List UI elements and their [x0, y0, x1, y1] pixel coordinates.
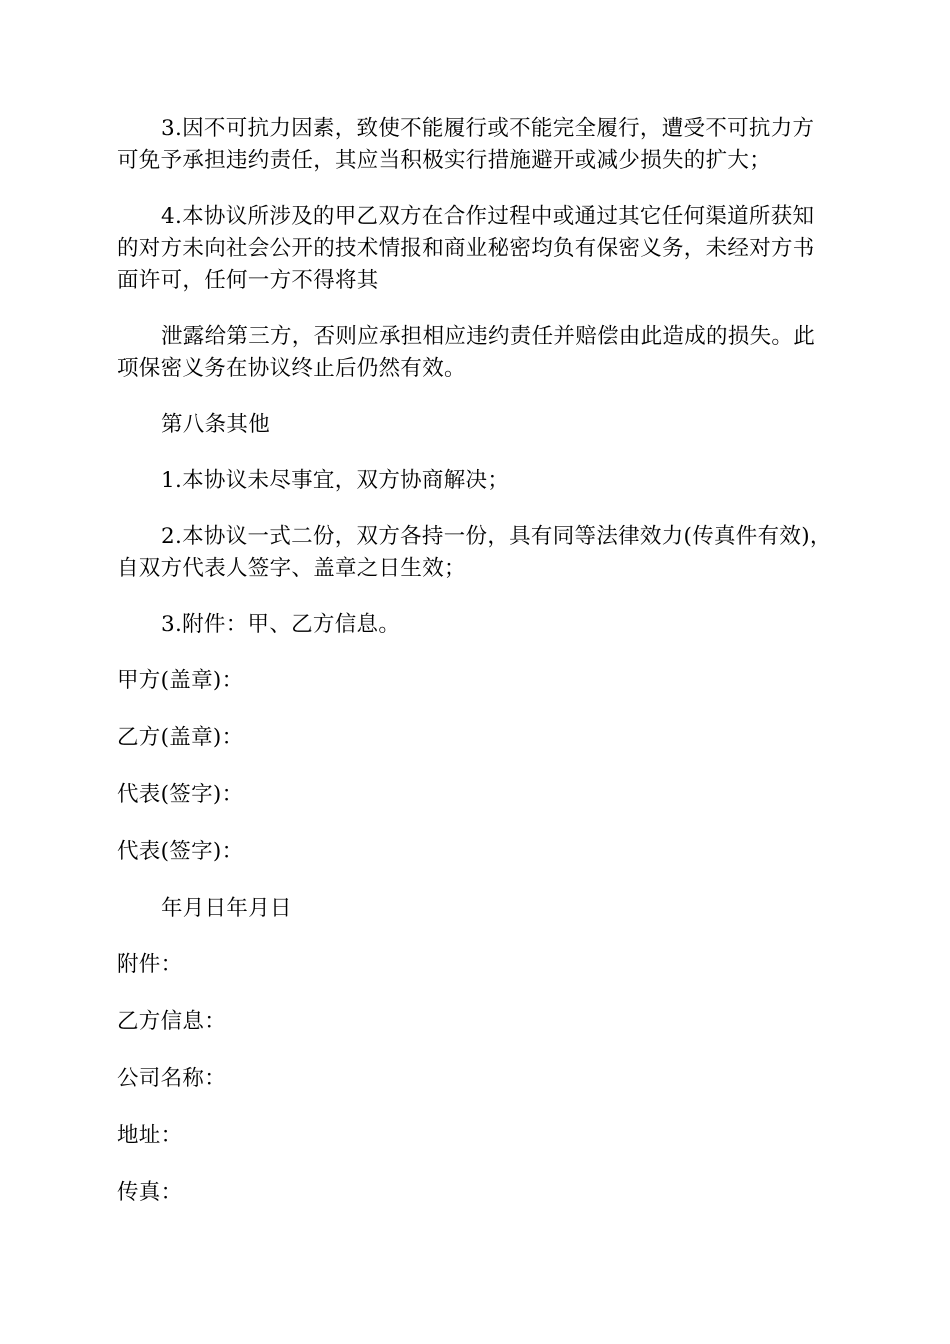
- clause-confidentiality-continued: 泄露给第三方，否则应承担相应违约责任并赔偿由此造成的损失。此项保密义务在协议终止后仍然有效。: [117, 324, 816, 381]
- clause-attachment: 3.附件：甲、乙方信息。: [161, 612, 401, 637]
- clause-copies: 2.本协议一式二份，双方各持一份，具有同等法律效力(传真件有效)，自双方代表人签字、盖章之日生效；: [117, 524, 832, 581]
- company-name-label: 公司名称：: [117, 1066, 227, 1091]
- clause-unresolved-matters: 1.本协议未尽事宜，双方协商解决；: [161, 468, 510, 493]
- article-8-heading: 第八条其他: [161, 412, 271, 437]
- clause-confidentiality: 4.本协议所涉及的甲乙双方在合作过程中或通过其它任何渠道所获知的对方未向社会公开的技术情报和商业秘密均负有保密义务，未经对方书面许可，任何一方不得将其: [117, 204, 815, 293]
- fax-label: 传真：: [117, 1180, 183, 1205]
- party-a-seal: 甲方(盖章)：: [117, 668, 244, 693]
- attachment-heading: 附件：: [117, 952, 183, 977]
- party-b-info-heading: 乙方信息：: [117, 1009, 227, 1034]
- representative-signature-b: 代表(签字)：: [117, 839, 244, 864]
- address-label: 地址：: [117, 1123, 183, 1148]
- party-b-seal: 乙方(盖章)：: [117, 725, 244, 750]
- clause-force-majeure: 3.因不可抗力因素，致使不能履行或不能完全履行，遭受不可抗力方可免予承担违约责任，其应当积极实行措施避开或减少损失的扩大；: [117, 116, 815, 173]
- date-line: 年月日年月日: [161, 896, 292, 921]
- representative-signature-a: 代表(签字)：: [117, 782, 244, 807]
